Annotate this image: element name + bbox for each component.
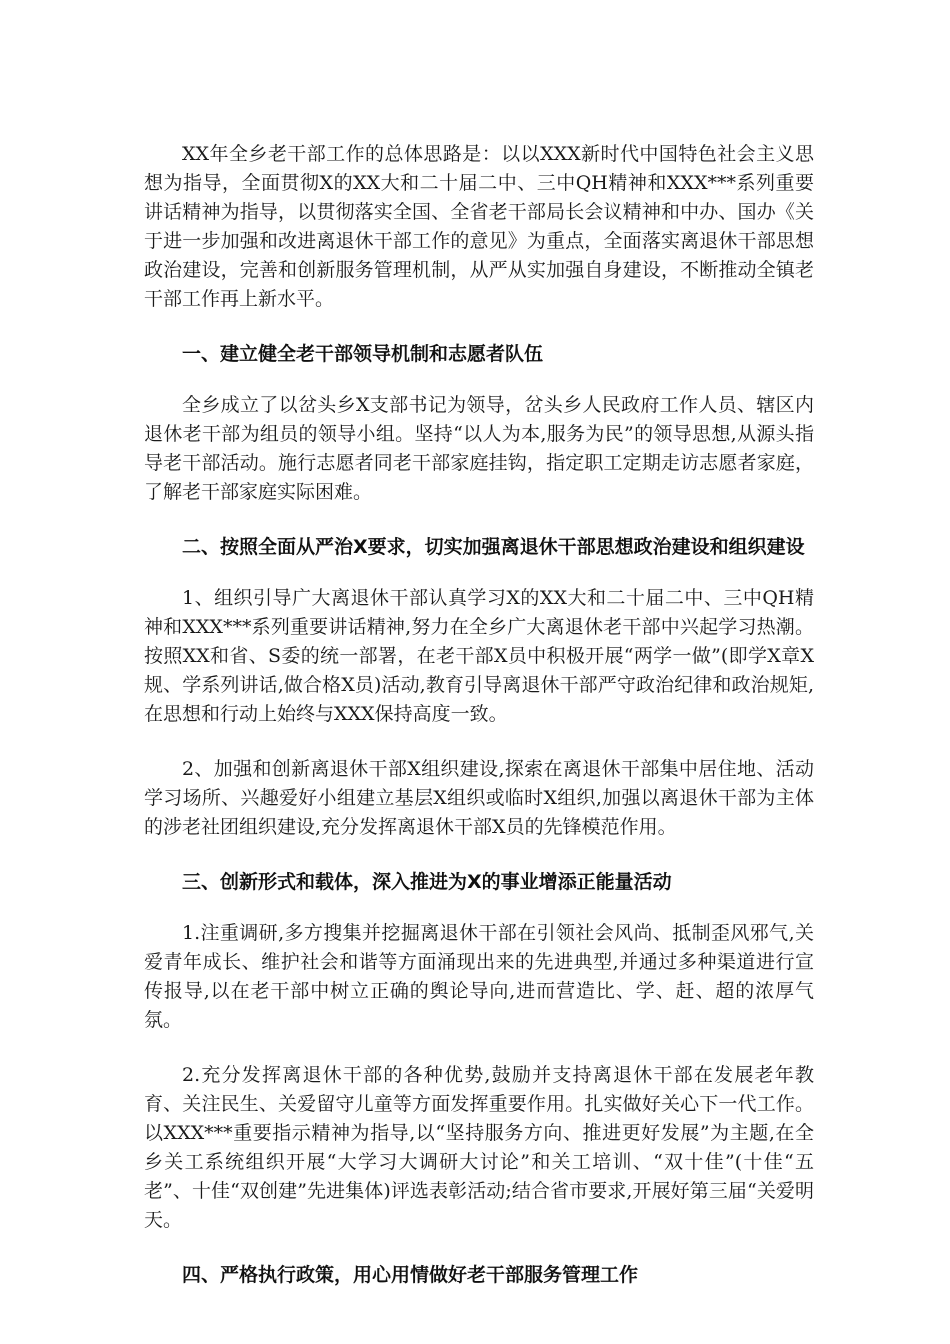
section-2-paragraph-2: 2、加强和创新离退休干部X组织建设,探索在离退休干部集中居住地、活动学习场所、兴趣爱好小组建立基层X组织或临时X组织,加强以离退休干部为主体的涉老社团组织建设,充分发挥离退休干部X员的先锋模范作用。 (144, 758, 814, 838)
section-1-paragraph: 全乡成立了以岔头乡X支部书记为领导，岔头乡人民政府工作人员、辖区内退休老干部为组员的领导小组。坚持“以人为本,服务为民”的领导思想,从源头指导老干部活动。施行志愿者同老干部家庭挂钩，指定职工定期走访志愿者家庭，了解老干部家庭实际困难。 (144, 394, 814, 503)
document-body (144, 140, 814, 1312)
section-3-paragraph-1: 1.注重调研,多方搜集并挖掘离退休干部在引领社会风尚、抵制歪风邪气,关爱青年成长、维护社会和谐等方面涌现出来的先进典型,并通过多种渠道进行宣传报导,以在老干部中树立正确的舆论导向,进而营造比、学、赶、超的浓厚气氛。 (144, 922, 814, 1031)
section-heading-2: 二、按照全面从严治X要求，切实加强离退休干部思想政治建设和组织建设 (182, 536, 805, 558)
section-2-paragraph-1: 1、组织引导广大离退休干部认真学习X的XX大和二十届二中、三中QH精神和XXX***系列重要讲话精神,努力在全乡广大离退休老干部中兴起学习热潮。按照XX和省、S委的统一部署，在老干部X员中积极开展“两学一做”(即学X章X规、学系列讲话,做合格X员)活动,教育引导离退休干部严守政治纪律和政治规矩,在思想和行动上始终与XXX保持高度一致。 (144, 587, 814, 725)
section-3-paragraph-2: 2.充分发挥离退休干部的各种优势,鼓励并支持离退休干部在发展老年教育、关注民生、关爱留守儿童等方面发挥重要作用。扎实做好关心下一代工作。以XXX***重要指示精神为指导,以“坚持服务方向、推进更好发展”为主题,在全乡关工系统组织开展“大学习大调研大讨论”和关工培训、“双十佳”(十佳“五老”、十佳“双创建”先进集体)评选表彰活动;结合省市要求,开展好第三届“关爱明天。 (144, 1064, 814, 1231)
section-heading-3: 三、创新形式和载体，深入推进为X的事业增添正能量活动 (182, 871, 672, 893)
section-heading-4: 四、严格执行政策，用心用情做好老干部服务管理工作 (182, 1264, 639, 1286)
intro-paragraph: XX年全乡老干部工作的总体思路是：以以XXX新时代中国特色社会主义思想为指导，全面贯彻X的XX大和二十届二中、三中QH精神和XXX***系列重要讲话精神为指导，以贯彻落实全国、全省老干部局长会议精神和中办、国办《关于进一步加强和改进离退休干部工作的意见》为重点，全面落实离退休干部思想政治建设，完善和创新服务管理机制，从严从实加强自身建设，不断推动全镇老干部工作再上新水平。 (144, 143, 814, 310)
section-heading-1: 一、建立健全老干部领导机制和志愿者队伍 (182, 343, 544, 365)
